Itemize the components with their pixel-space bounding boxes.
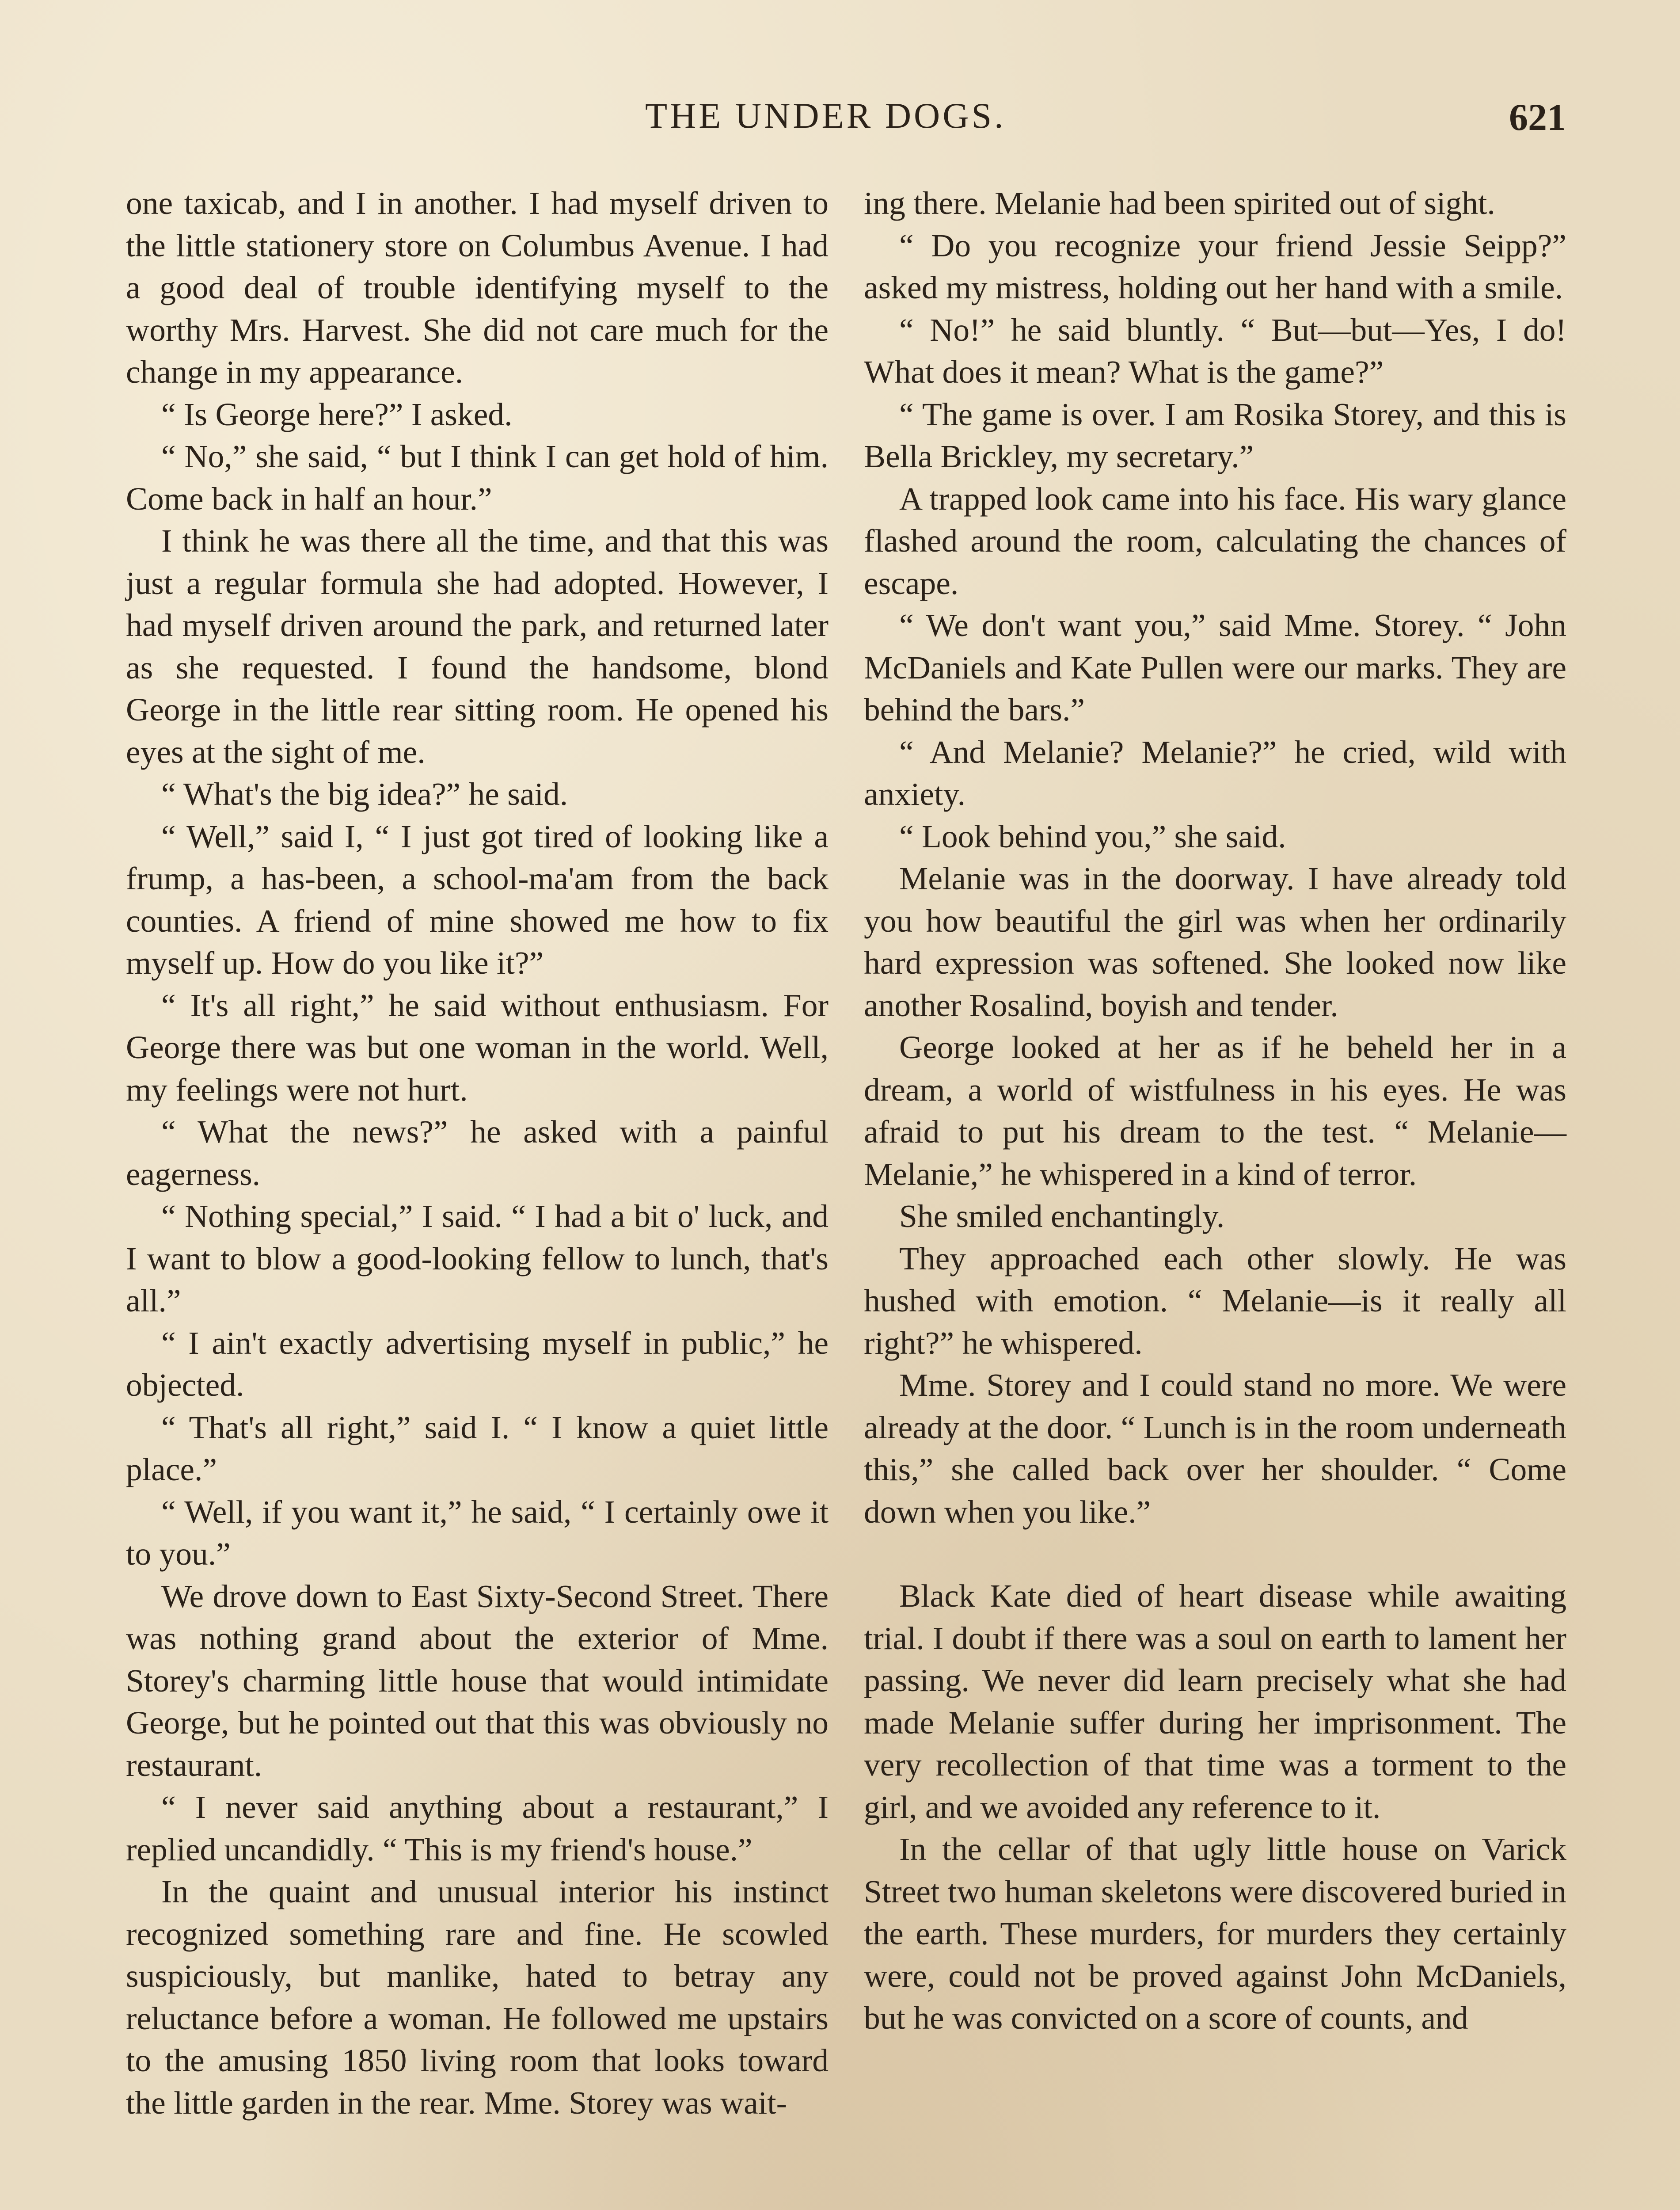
paragraph: “ It's all right,” he said without enthusiasm. For George there was but one woman in the world. Well, my feelings were not hurt. (126, 987, 829, 1108)
paragraph: “ What the news?” he asked with a painful eagerness. (126, 1114, 829, 1192)
paragraph: “ No!” he said bluntly. “ But—but—Yes, I do! What does it mean? What is the game?” (864, 312, 1566, 390)
paragraph: “ I ain't exactly advertising myself in public,” he objected. (126, 1325, 829, 1403)
paragraph: “ The game is over. I am Rosika Storey, and this is Bella Brickley, my secretary.” (864, 396, 1566, 474)
paragraph: They approached each other slowly. He was hushed with emotion. “ Melanie—is it really all right?” he whispered. (864, 1240, 1566, 1361)
paragraph: “ We don't want you,” said Mme. Storey. “ John McDaniels and Kate Pullen were our marks. They are behind the bars.” (864, 607, 1566, 728)
paragraph: George looked at her as if he beheld her in a dream, a world of wistfulness in his eyes. He was afraid to put his dream to the test. “ Melanie—Melanie,” he whispered in a kind of terror. (864, 1029, 1566, 1192)
paragraph: “ What's the big idea?” he said. (161, 776, 568, 812)
paragraph: I think he was there all the time, and that this was just a regular formula she had adopted. However, I had myself driven around the park, and returned later as she requested. I found the handsome, blond George in the little rear sitting room. He opened his eyes at the sight of me. (126, 523, 829, 770)
paragraph: “ No,” she said, “ but I think I can get hold of him. Come back in half an hour.” (126, 438, 829, 517)
paragraph: A trapped look came into his face. His wary glance flashed around the room, calculating the chances of escape. (864, 480, 1566, 601)
paragraph: In the quaint and unusual interior his instinct recognized something rare and fine. He scowled suspiciously, but manlike, hated to betray any reluctance before a woman. He followed me upstairs to the amusing 1850 living room that looks toward the little garden in the rear. Mme. Storey was wait- (126, 1874, 829, 2121)
paragraph: She smiled enchantingly. (899, 1198, 1225, 1234)
paragraph: Black Kate died of heart disease while awaiting trial. I doubt if there was a soul on earth to lament her passing. We never did learn precisely what she had made Melanie suffer during her imprisonment. The very recollection of that time was a torment to the girl, and we avoided any reference to it. (864, 1578, 1566, 1825)
paragraph: Melanie was in the doorway. I have already told you how beautiful the girl was when her ordinarily hard expression was softened. She looked now like another Rosalind, boyish and tender. (864, 861, 1566, 1023)
paragraph: “ And Melanie? Melanie?” he cried, wild with anxiety. (864, 734, 1566, 812)
paragraph: “ Well,” said I, “ I just got tired of looking like a frump, a has-been, a school-ma'am from the back counties. A friend of mine showed me how to fix myself up. How do you like it?” (126, 818, 829, 981)
running-title: THE UNDER DOGS. (645, 95, 1006, 136)
page-number: 621 (1509, 96, 1566, 138)
paragraph: “ Is George here?” I asked. (161, 396, 513, 432)
paragraph: “ I never said anything about a restaurant,” I replied uncandidly. “ This is my friend's house.” (126, 1789, 829, 1867)
paragraph: We drove down to East Sixty-Second Street. There was nothing grand about the exterior of Mme. Storey's charming little house that would intimidate George, but he pointed out that this was obviously no restaurant. (126, 1578, 829, 1783)
page-header (0, 95, 1680, 148)
paragraph: “ Do you recognize your friend Jessie Seipp?” asked my mistress, holding out her hand with a smile. (864, 227, 1566, 305)
paragraph: In the cellar of that ugly little house on Varick Street two human skeletons were discovered buried in the earth. These murders, for murders they certainly were, could not be proved against John McDaniels, but he was convicted on a score of counts, and (864, 1831, 1567, 2036)
paragraph: Mme. Storey and I could stand no more. We were already at the door. “ Lunch is in the room underneath this,” she called back over her shoulder. “ Come down when you like.” (864, 1367, 1566, 1530)
paragraph: “ That's all right,” said I. “ I know a quiet little place.” (126, 1409, 829, 1487)
paragraph: “ Well, if you want it,” he said, “ I certainly owe it to you.” (126, 1494, 829, 1572)
left-column (126, 182, 829, 2124)
paragraph: “ Look behind you,” she said. (899, 818, 1286, 854)
paragraph: ing there. Melanie had been spirited out of sight. (864, 185, 1495, 221)
paragraph: one taxicab, and I in another. I had myself driven to the little stationery store on Columbus Avenue. I had a good deal of trouble identifying myself to the worthy Mrs. Harvest. She did not care much for the change in my appearance. (126, 185, 829, 390)
paragraph: “ Nothing special,” I said. “ I had a bit o' luck, and I want to blow a good-looking fellow to lunch, that's all.” (126, 1198, 829, 1318)
right-column (864, 182, 1566, 2039)
